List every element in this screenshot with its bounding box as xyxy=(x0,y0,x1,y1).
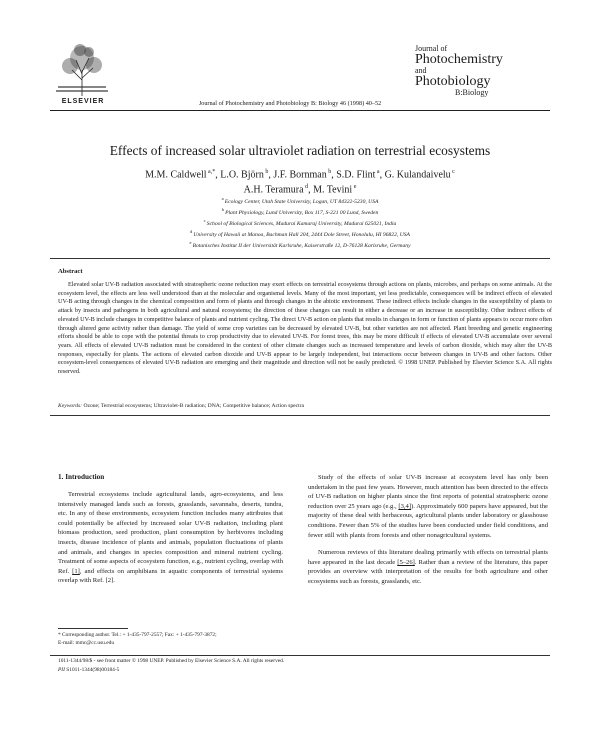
intro-paragraph-1 xyxy=(58,490,283,586)
affiliation-marker: e xyxy=(189,240,193,246)
intro-paragraph-3 xyxy=(308,548,548,586)
abstract-body: Elevated solar UV-B radiation associated with stratospheric ozone reduction may exert effects on terrestrial ecosystems through actions on plants, microbes, and perhaps on some animals. At the ecosystem level, the effects are less well understood than at the molecular and organismal levels. Many of the most important, yet less predictable, consequences will be indirect effects of elevated UV-B acting through changes in the chemical composition and form of plants and through changes in the abiotic environment. These indirect effects include changes in the susceptibility of plants to attack by insects and pathogens in both agricultural and natural ecosystems; the direction of these changes can result in either a decrease or an increase in susceptibility. Other indirect effects of elevated UV-B include changes in competitive balance of plants and nutrient cycling. The direct UV-B action on plants that results in changes in form or function of plants appears to occur more often through altered gene activity rather than damage. The yield of some crop varieties can be decreased by elevated UV-B, but other varieties are not affected. Plant breeding and genetic engineering efforts should be able to cope with the potential threats to crop productivity due to elevated UV-B. For forest trees, this may be more difficult if effects of elevated UV-B accumulate over several years. All effects of elevated UV-B radiation must be considered in the context of other climate changes such as increased temperature and levels of carbon dioxide, which may alter the UV-B responses, especially for plants. The actions of elevated carbon dioxide and UV-B appear to be largely independent, but interactions occur between changes in UV-B and other factors. Other ecosystem-level consequences of elevated UV-B radiation are emerging and their magnitude and direction will not be easily predicted. © 1998 UNEP. Published by Elsevier Science S.A. All rights reserved. xyxy=(58,281,552,376)
author-name: A.H. Teramura xyxy=(243,184,304,196)
citation-link[interactable]: [5–26] xyxy=(397,558,415,566)
affiliation-line xyxy=(40,195,560,206)
author-affiliation-marker: b xyxy=(263,169,269,175)
pii-value: S1011-1344(98)00184-5 xyxy=(66,666,120,673)
publisher-name: ELSEVIER xyxy=(61,98,105,105)
brand-line1: Journal of xyxy=(415,44,448,53)
pii-label: PII xyxy=(58,666,65,673)
text-run: ). Approximately 600 papers have appeared, but the majority of these deal with herbaceous, agricultural plants under laboratory or glasshouse conditions. Fewer than 5% of the studies have been conducted under field conditions, and fewer still with plants from forests and other nonagricultural systems. xyxy=(308,502,548,539)
paper-title: Effects of increased solar ultraviolet radiation on terrestrial ecosystems xyxy=(109,143,491,158)
affiliation-line xyxy=(40,206,560,217)
author-list xyxy=(40,166,560,197)
divider xyxy=(50,655,550,656)
author-affiliation-marker: b xyxy=(326,169,332,175)
affiliation-marker: a xyxy=(221,196,225,201)
keywords-label: Keywords: xyxy=(58,403,83,409)
author-name: M.M. Caldwell xyxy=(145,169,207,181)
brand-line2: Photochemistry xyxy=(415,52,503,67)
affiliation-marker: b xyxy=(221,207,226,213)
affiliation-text: University of Hawaii at Manoa, Bachman Hall 204, 2444 Dole Street, Honolulu, HI 96822, USA xyxy=(193,232,410,239)
affiliation-text: Plant Physiology, Lund University, Box 117, S-221 00 Lund, Sweden xyxy=(225,209,379,216)
keywords-text: Ozone; Terrestrial ecosystems; Ultraviolet-B radiation; DNA; Competitive balance; Action spectra xyxy=(83,403,304,409)
text-run: , and effects on amphibians in aquatic components of terrestrial systems overlap with Ref. [2]. xyxy=(58,567,283,585)
affiliation-line xyxy=(40,217,560,228)
author-line-1: M.M. Caldwell $^{a,*}$, L.O. Björn $^b$, J.F. Bornman $^b$, S.D. Flint $^a$, G. Kulandaivelu $^c$ xyxy=(145,169,455,181)
author-affiliation-marker: e xyxy=(352,184,357,191)
journal-citation: Journal of Photochemistry and Photobiology B: Biology 46 (1998) 40–52 xyxy=(198,100,382,107)
author-affiliation-marker: c xyxy=(450,169,455,175)
keywords xyxy=(58,403,552,409)
copyright-block xyxy=(58,657,458,674)
brand-line5: B:Biology xyxy=(455,88,489,97)
divider xyxy=(50,258,550,259)
affiliation-line xyxy=(40,228,560,239)
pii-line xyxy=(58,666,458,675)
footnote-line-1: * Corresponding author. Tel.: + 1-435-797-2557; Fax: + 1-435-797-3872; xyxy=(58,632,217,638)
left-column xyxy=(58,490,283,586)
author-affiliation-marker: a,* xyxy=(206,169,216,175)
affiliation-marker: d xyxy=(190,229,194,235)
footnote xyxy=(58,631,298,647)
affiliation-marker: c xyxy=(203,218,207,224)
footnote-email: E-mail: mmc@cc.usu.edu xyxy=(58,640,115,646)
journal-brand xyxy=(415,44,535,97)
elsevier-tree-logo xyxy=(52,40,112,106)
author-affiliation-marker: a xyxy=(375,169,380,175)
author-name: S.D. Flint xyxy=(336,169,376,181)
footnote-divider xyxy=(58,628,128,629)
affiliation-text: School of Biological Sciences, Madurai Kamaraj University, Madurai 625021, India xyxy=(206,220,397,227)
author-line-2: A.H. Teramura $^d$, M. Tevini $^e$ xyxy=(243,184,357,196)
text-run: Numerous reviews of this literature dealing primarily with effects on terrestrial plants have appeared in the last decade xyxy=(308,549,548,566)
author-name: L.O. Björn xyxy=(220,169,264,181)
author-name: G. Kulandaivelu xyxy=(384,169,451,181)
citation-link[interactable]: [3,4] xyxy=(398,502,412,510)
citation-link[interactable]: [1] xyxy=(72,567,80,575)
brand-line4: Photobiology xyxy=(415,74,491,89)
text-run: Terrestrial ecosystems include agricultural lands, agro-ecosystems, and less intensively managed lands such as forests, grasslands, savannahs, deserts, tundra, etc. In any of these environments, ecosystem function includes many attributes that could potentially be affected by increased solar UV-B radiation, including plant biomass production, seed production, plant consumption by herbivores including insects, disease incidence of plants and animals, population fluctuations of plants and animals, and changes in species composition and mineral nutrient cycling. Treatment of some aspects of ecosystem function, e.g., nutrient cycling, overlap with Ref. xyxy=(58,491,283,575)
author-name: M. Tevini xyxy=(313,184,353,196)
section-heading: 1. Introduction xyxy=(58,473,105,481)
right-column xyxy=(308,473,548,595)
text-run: Study of the effects of solar UV-B increase at ecosystem level has only been undertaken in the past few years. However, much attention has been directed to the effects of UV-B radiation on higher plants since the first reports of potential stratospheric ozone reduction over 25 years ago (e.g., xyxy=(308,474,548,510)
divider xyxy=(50,415,550,416)
affiliation-text: Botanisches Institut II der Universität Karlsruhe, Kaiserstraße 12, D-76128 Karlsruhe, Germany xyxy=(192,243,411,250)
text-run: . Rather than a review of the literature, this paper provides an overview with interpretation of the results for both agriculture and other ecosystems such as forests, grasslands, etc. xyxy=(308,558,548,585)
copyright-line: 1011-1344/98/$ - see front matter © 1998 UNEP. Published by Elsevier Science S.A. All rights reserved. xyxy=(58,658,285,664)
affiliations xyxy=(40,195,560,250)
affiliation-line xyxy=(40,239,560,250)
intro-paragraph-2 xyxy=(308,473,548,540)
brand-line3: and xyxy=(415,66,427,75)
abstract-heading: Abstract xyxy=(58,268,83,275)
author-affiliation-marker: d xyxy=(303,184,309,191)
author-name: J.F. Bornman xyxy=(273,169,327,181)
affiliation-text: Ecology Center, Utah State University, Logan, UT 84322-5230, USA xyxy=(224,198,379,205)
header-divider xyxy=(50,110,550,111)
